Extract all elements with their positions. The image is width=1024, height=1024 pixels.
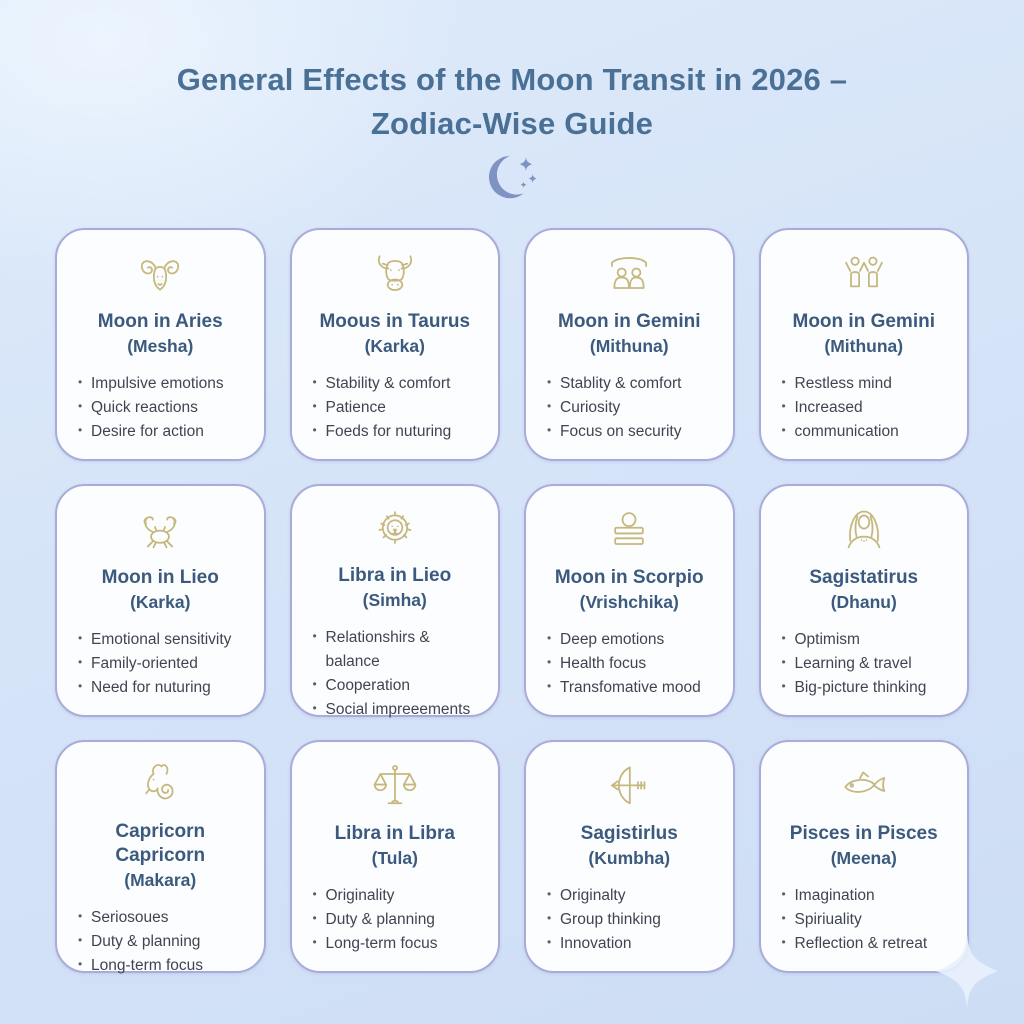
- card-title: Moon in Gemini: [792, 311, 935, 333]
- card-title: Capricorn Capricorn: [115, 821, 206, 866]
- card-subtitle: (Meena): [830, 847, 897, 868]
- card-subtitle: (Karka): [130, 591, 191, 612]
- bullet-item: • Curiosity: [546, 396, 718, 420]
- bullet-item: • Social impreeements: [312, 698, 484, 722]
- bullet-item: • Emotional sensitivity: [77, 628, 249, 652]
- libra-scales-icon: [365, 760, 425, 814]
- bullet-item: • Stability & comfort: [312, 372, 484, 396]
- card-subtitle: (Tula): [371, 847, 418, 868]
- card-title: Moon in Scorpio: [554, 567, 704, 589]
- card-bullets: [307, 372, 484, 444]
- zodiac-card: [55, 484, 266, 717]
- card-bullets: [541, 884, 718, 956]
- bullet-item: • Impulsive emotions: [77, 372, 249, 396]
- bullet-item: • Originality: [312, 884, 484, 908]
- bullet-item: • Duty & planning: [312, 908, 484, 932]
- leo-lion-icon: [365, 504, 425, 556]
- bullet-item: • Originalty: [546, 884, 718, 908]
- zodiac-card: [290, 740, 501, 973]
- bullet-item: • Health focus: [546, 652, 718, 676]
- bullet-item: • Reflection & retreat: [781, 932, 953, 956]
- bullet-item: • Family-oriented: [77, 652, 249, 676]
- card-subtitle: (Makara): [124, 869, 197, 890]
- card-bullets: [776, 372, 953, 444]
- zodiac-grid: [55, 228, 969, 973]
- card-subtitle: (Simha): [362, 589, 427, 610]
- zodiac-card: [524, 228, 735, 461]
- bullet-item: • Learning & travel: [781, 652, 953, 676]
- libra-glyph-icon: [599, 504, 659, 558]
- card-bullets: [72, 628, 249, 700]
- card-bullets: [72, 372, 249, 444]
- zodiac-card: [290, 484, 501, 717]
- card-title: Sagistirlus: [580, 823, 678, 845]
- page-title: [0, 58, 1024, 146]
- zodiac-card: [524, 740, 735, 973]
- card-title: Libra in Lieo: [338, 565, 452, 587]
- bullet-item: • Spiriuality: [781, 908, 953, 932]
- gemini-figures-arch-icon: [599, 248, 659, 302]
- bullet-item: • Group thinking: [546, 908, 718, 932]
- card-bullets: [307, 884, 484, 956]
- crescent-moon-icon: [469, 154, 555, 204]
- card-title: Moon in Aries: [97, 311, 223, 333]
- bullet-item: • Long-term focus: [312, 932, 484, 956]
- bullet-item: • Big-picture thinking: [781, 676, 953, 700]
- bullet-item: • Patience: [312, 396, 484, 420]
- card-bullets: [72, 906, 249, 978]
- zodiac-card: [55, 228, 266, 461]
- card-title: Sagistatirus: [809, 567, 919, 589]
- card-title: Libra in Libra: [334, 823, 455, 845]
- pisces-fish-icon: [834, 760, 894, 814]
- bullet-item: • Seriosoues: [77, 906, 249, 930]
- header: [0, 0, 1024, 204]
- zodiac-card: [55, 740, 266, 973]
- card-bullets: [541, 372, 718, 444]
- card-bullets: [776, 628, 953, 700]
- card-subtitle: (Karka): [364, 335, 425, 356]
- card-subtitle: (Mesha): [127, 335, 194, 356]
- card-title: Moous in Taurus: [319, 311, 471, 333]
- card-subtitle: (Mithuna): [589, 335, 669, 356]
- bullet-item: • Foeds for nuturing: [312, 420, 484, 444]
- page-title-line1: General Effects of the Moon Transit in 2026 –: [176, 62, 848, 97]
- card-title: Moon in Gemini: [558, 311, 701, 333]
- bullet-item: • Restless mind: [781, 372, 953, 396]
- zodiac-card: [524, 484, 735, 717]
- zodiac-card: [759, 484, 970, 717]
- bullet-item: • Quick reactions: [77, 396, 249, 420]
- bullet-item: • Need for nuturing: [77, 676, 249, 700]
- bullet-item: • Long-term focus: [77, 954, 249, 978]
- bullet-item: • Focus on security: [546, 420, 718, 444]
- card-bullets: [541, 628, 718, 700]
- capricorn-goat-icon: [130, 760, 190, 812]
- cancer-crab-icon: [130, 504, 190, 558]
- bullet-item: • Duty & planning: [77, 930, 249, 954]
- gemini-twins-icon: [834, 248, 894, 302]
- zodiac-card: [759, 228, 970, 461]
- bullet-item: • Desire for action: [77, 420, 249, 444]
- bullet-item: • Cooperation: [312, 674, 484, 698]
- sparkle-decoration-icon: [926, 930, 1008, 1012]
- card-title: Moon in Lieo: [101, 567, 219, 589]
- bullet-item: • Innovation: [546, 932, 718, 956]
- zodiac-card: [290, 228, 501, 461]
- bullet-item: • Increased: [781, 396, 953, 420]
- bullet-item: • Relationshirs & balance: [312, 626, 484, 674]
- bullet-item: • Deep emotions: [546, 628, 718, 652]
- bullet-item: • Imagination: [781, 884, 953, 908]
- taurus-bull-icon: [365, 248, 425, 302]
- bullet-item: • Transfomative mood: [546, 676, 718, 700]
- bullet-item: • communication: [781, 420, 953, 444]
- sagittarius-bow-arrow-icon: [599, 760, 659, 814]
- card-subtitle: (Dhanu): [830, 591, 897, 612]
- card-subtitle: (Vrishchika): [579, 591, 679, 612]
- page-title-line2: Zodiac-Wise Guide: [370, 106, 654, 142]
- aries-ram-icon: [130, 248, 190, 302]
- card-subtitle: (Kumbha): [588, 847, 671, 868]
- card-title: Pisces in Pisces: [789, 823, 938, 845]
- bullet-item: • Optimism: [781, 628, 953, 652]
- card-bullets: [307, 626, 484, 722]
- bullet-item: • Stablity & comfort: [546, 372, 718, 396]
- card-subtitle: (Mithuna): [824, 335, 904, 356]
- veiled-woman-icon: [834, 504, 894, 558]
